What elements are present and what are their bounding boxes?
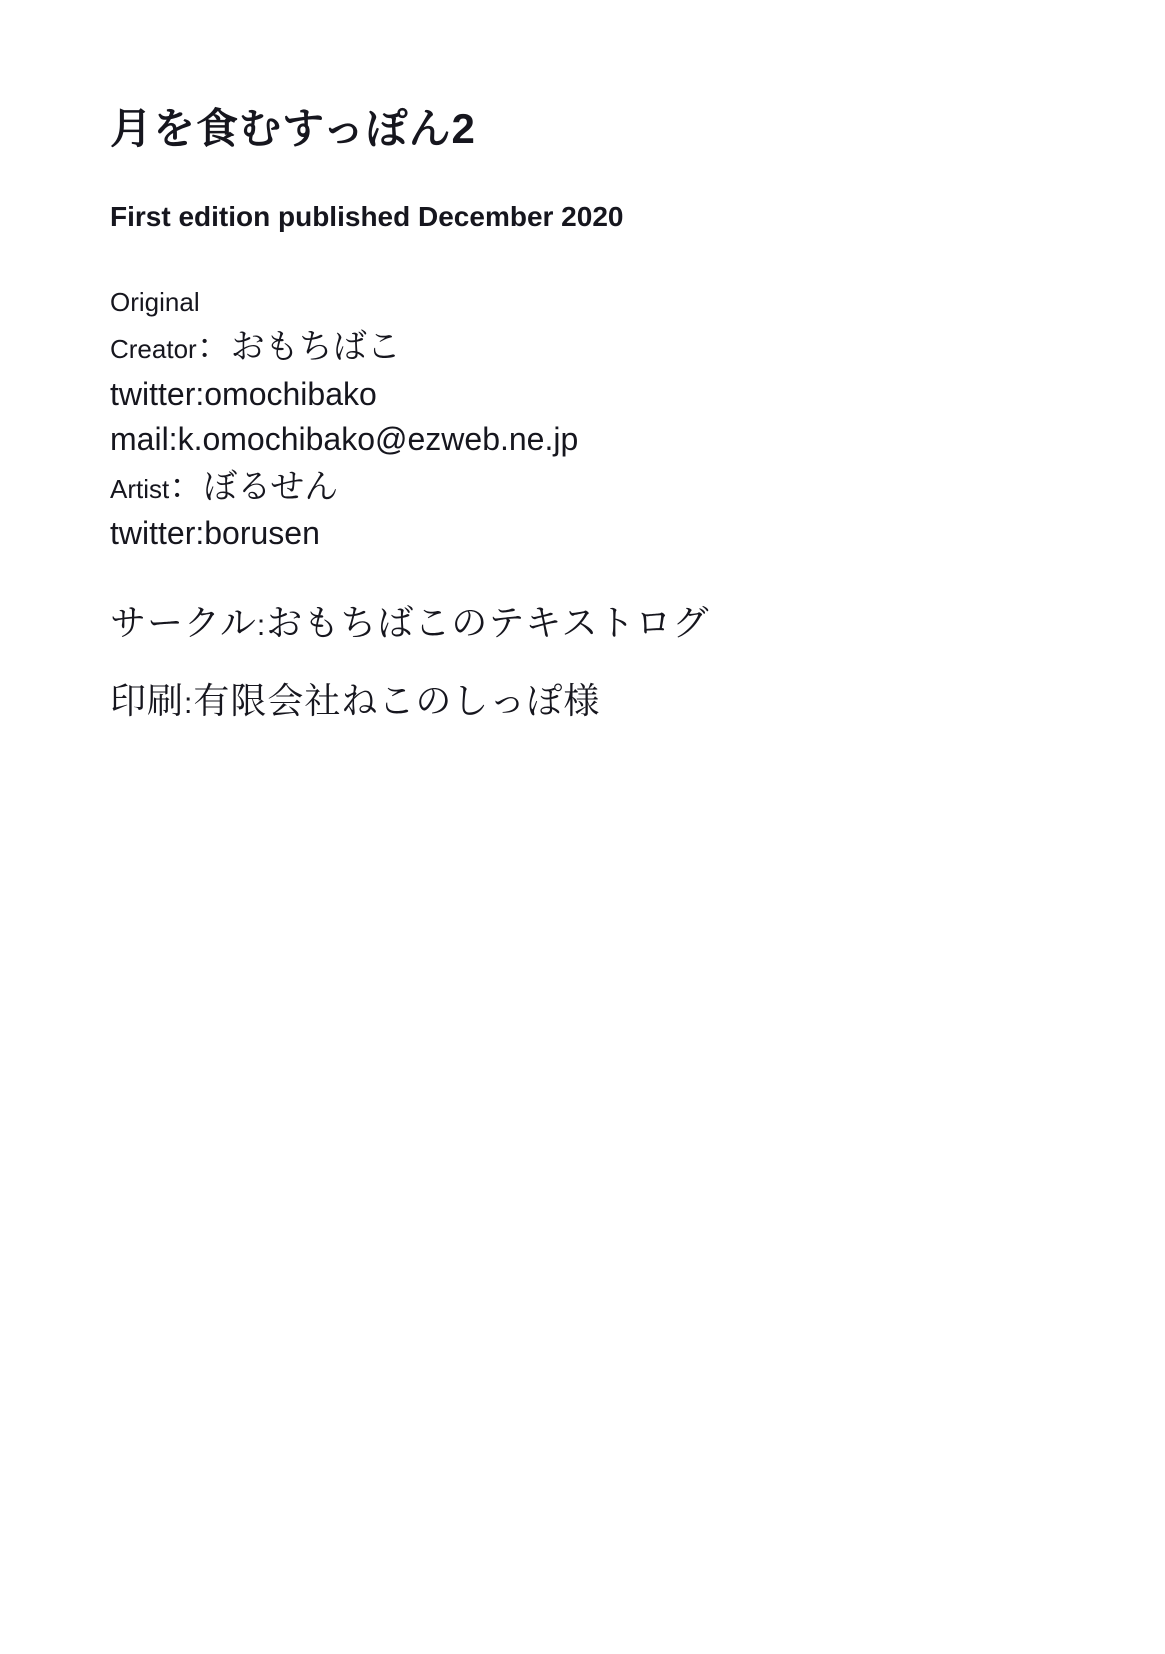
credit-label-original: Original [110,286,200,317]
printer-separator: : [184,687,194,721]
credit-value-artist: ぼるせん [203,467,339,506]
credit-original [110,278,1070,323]
credit-separator-artist: ： [169,467,204,506]
credit-artist [110,463,1070,511]
credit-value-creator-mail: mail:k.omochibako@ezweb.ne.jp [110,421,579,458]
credit-value-creator: おもちばこ [230,328,401,367]
circle-label: サークル [110,602,257,644]
credit-creator-mail [110,417,1070,462]
page-title: 月を食むすっぽん2 [110,105,476,152]
circle-separator: : [256,609,267,643]
printer-line [110,674,1070,728]
printer-name: 有限会社ねこのしっぽ様 [193,680,601,722]
circle-line [110,596,1070,650]
circle-name: おもちばこのテキストログ [266,602,710,644]
printer-label: 印刷 [110,680,185,722]
credit-artist-twitter [110,511,1070,556]
credit-value-artist-twitter: twitter:borusen [110,514,320,551]
credit-separator-creator: ： [196,328,231,367]
credit-creator-twitter [110,372,1070,417]
credit-value-creator-twitter: twitter:omochibako [110,375,377,412]
credit-label-creator: Creator [110,334,197,365]
credits-list [110,278,1070,556]
colophon-block [110,104,1070,752]
credit-creator [110,323,1070,371]
credit-label-artist: Artist [110,473,170,504]
edition-statement: First edition published December 2020 [110,201,624,233]
